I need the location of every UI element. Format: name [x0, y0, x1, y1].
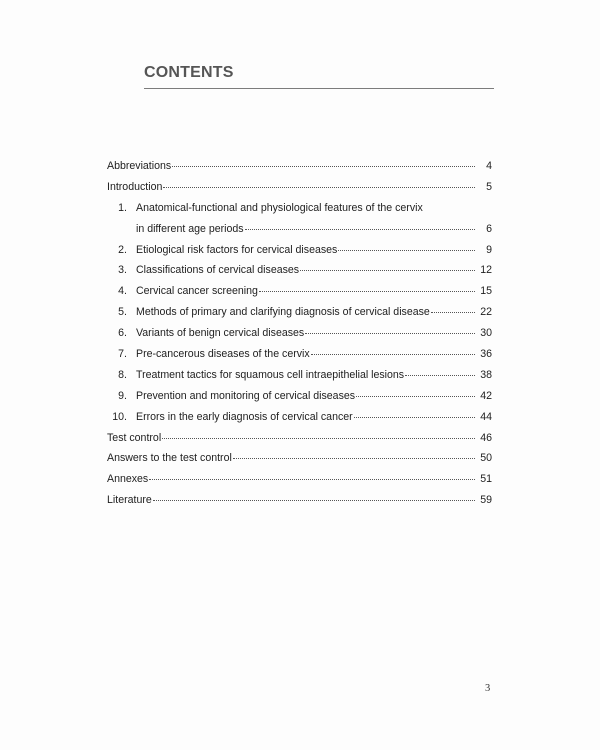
toc-entry-page: 5 — [486, 180, 492, 193]
toc-entry-8[interactable] — [107, 369, 492, 390]
toc-dot-leader — [405, 375, 475, 376]
toc-entry-title-continuation: in different age periods — [136, 222, 244, 235]
toc-entry-title: Abbreviations — [107, 160, 172, 172]
toc-entry-2[interactable] — [107, 244, 492, 265]
toc-entry-5[interactable] — [107, 306, 492, 327]
toc-dot-leader — [163, 187, 475, 188]
toc-entry-number: 4. — [118, 285, 127, 298]
toc-entry-9[interactable] — [107, 390, 492, 411]
toc-entry-literature[interactable] — [107, 494, 492, 515]
toc-entry-number: 6. — [118, 327, 127, 340]
toc-entry-title: Treatment tactics for squamous cell intraepithelial lesions — [136, 368, 405, 381]
toc-entry-title: Answers to the test control — [107, 452, 232, 465]
toc-dot-leader — [245, 229, 475, 230]
toc-dot-leader — [300, 270, 475, 271]
toc-entry-page: 12 — [480, 264, 492, 277]
toc-entry-page: 42 — [480, 389, 492, 402]
toc-entry-title: Prevention and monitoring of cervical diseases — [136, 389, 356, 402]
toc-dot-leader — [162, 438, 475, 439]
toc-dot-leader — [259, 291, 475, 292]
toc-entry-abbreviations[interactable] — [107, 160, 492, 181]
toc-entry-number: 5. — [118, 306, 127, 319]
toc-dot-leader — [356, 396, 475, 397]
toc-entry-title: Introduction — [107, 180, 163, 193]
toc-entry-number: 7. — [118, 348, 127, 361]
toc-entry-title: Literature — [107, 494, 152, 507]
toc-entry-3[interactable] — [107, 264, 492, 285]
toc-entry-title: Etiological risk factors for cervical diseases — [136, 243, 338, 256]
toc-entry-page: 44 — [480, 410, 492, 423]
toc-entry-title: Pre-cancerous diseases of the cervix — [136, 348, 310, 361]
toc-entry-page: 38 — [480, 368, 492, 381]
toc-entry-7[interactable] — [107, 348, 492, 369]
toc-entry-page: 30 — [480, 327, 492, 340]
toc-dot-leader — [431, 312, 475, 313]
toc-entry-number: 9. — [118, 389, 127, 402]
toc-dot-leader — [172, 166, 475, 167]
contents-heading-text: CONTENTS — [144, 64, 234, 81]
toc-entry-test-control[interactable] — [107, 432, 492, 453]
toc-entry-number: 2. — [118, 243, 127, 256]
toc-entry-number: 8. — [118, 368, 127, 381]
toc-entry-page: 9 — [486, 243, 492, 256]
toc-entry-title: Anatomical-functional and physiological features of the cervix — [136, 201, 423, 214]
toc-entry-page: 15 — [480, 285, 492, 298]
toc-dot-leader — [149, 479, 475, 480]
toc-entry-page: 50 — [480, 452, 492, 465]
toc-entry-answers[interactable] — [107, 452, 492, 473]
toc-entry-page: 6 — [486, 222, 492, 235]
toc-entry-10[interactable] — [107, 411, 492, 432]
table-of-contents — [107, 160, 492, 515]
toc-entry-number: 10. — [112, 410, 127, 423]
toc-entry-page: 22 — [480, 306, 492, 319]
toc-entry-title: Test control — [107, 431, 162, 444]
toc-entry-page: 46 — [480, 431, 492, 444]
toc-entry-title: Annexes — [107, 473, 149, 486]
toc-entry-page: 59 — [480, 494, 492, 507]
toc-dot-leader — [305, 333, 475, 334]
toc-entry-title: Methods of primary and clarifying diagnosis of cervical disease — [136, 306, 430, 319]
page-number: 3 — [485, 683, 491, 694]
toc-entry-annexes[interactable] — [107, 473, 492, 494]
toc-entry-page: 4 — [486, 160, 492, 172]
toc-entry-number: 3. — [118, 264, 127, 277]
toc-entry-4[interactable] — [107, 285, 492, 306]
toc-entry-introduction[interactable] — [107, 181, 492, 202]
toc-entry-6[interactable] — [107, 327, 492, 348]
contents-heading — [144, 64, 494, 89]
toc-entry-title: Cervical cancer screening — [136, 285, 258, 298]
toc-dot-leader — [233, 458, 475, 459]
toc-dot-leader — [338, 250, 475, 251]
toc-dot-leader — [311, 354, 475, 355]
toc-entry-page: 51 — [480, 473, 492, 486]
toc-entry-title: Classifications of cervical diseases — [136, 264, 300, 277]
toc-entry-title: Variants of benign cervical diseases — [136, 327, 305, 340]
toc-entry-1[interactable] — [107, 202, 492, 223]
toc-entry-number: 1. — [118, 201, 127, 214]
toc-entry-title: Errors in the early diagnosis of cervical cancer — [136, 410, 353, 423]
toc-entry-page: 36 — [480, 348, 492, 361]
toc-dot-leader — [153, 500, 475, 501]
toc-entry-1-continuation[interactable] — [107, 223, 492, 244]
toc-dot-leader — [354, 417, 475, 418]
